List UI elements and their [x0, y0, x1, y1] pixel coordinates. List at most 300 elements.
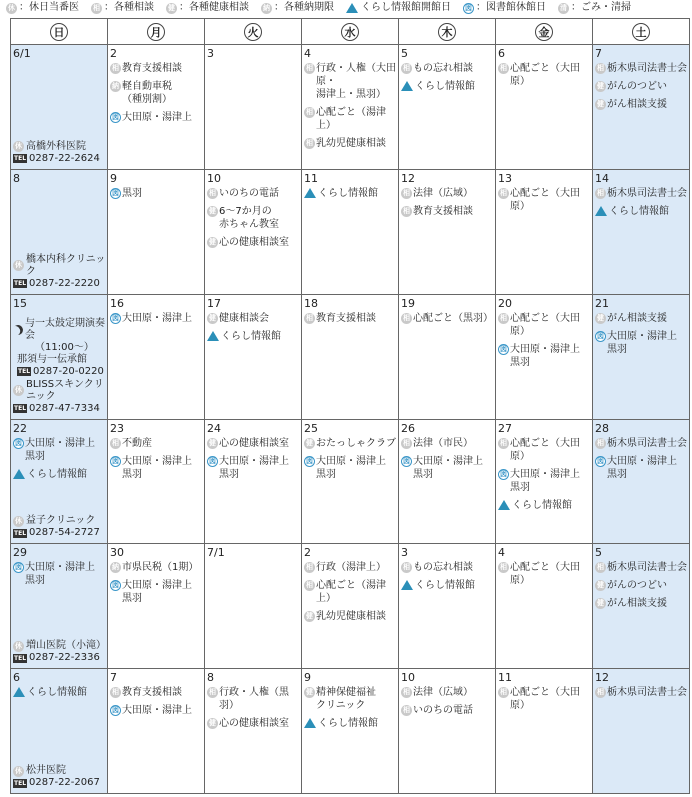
category-icon: 図 — [15, 563, 22, 572]
event-item — [304, 62, 398, 101]
day-number: 27 — [498, 421, 512, 435]
day-number: 4 — [498, 546, 505, 560]
legend-item — [6, 0, 79, 16]
event-item — [13, 468, 107, 481]
category-icon: 休 — [15, 516, 22, 525]
category-icon: 休 — [15, 386, 22, 394]
day-number: 22 — [13, 421, 27, 435]
event-label: くらし情報館 — [318, 187, 378, 199]
event-item — [110, 111, 204, 124]
event-label: 大田原・湯津上 — [122, 312, 192, 324]
event-item — [207, 236, 301, 249]
event-label: 心の健康相談室 — [219, 718, 289, 730]
event-item — [110, 437, 204, 450]
event-item — [304, 187, 398, 200]
category-icon: 健 — [597, 82, 604, 90]
category-icon: 相 — [500, 688, 507, 697]
event-item — [401, 579, 495, 592]
event-label: 法律（市民） — [413, 437, 473, 449]
day-cell — [496, 669, 593, 794]
weekday-header — [205, 19, 302, 45]
event-item — [595, 187, 689, 200]
category-icon: 相 — [597, 64, 604, 72]
special-title: 与一太鼓定期演奏会 — [25, 317, 105, 341]
day-number: 9 — [304, 671, 311, 685]
category-icon: 健 — [597, 313, 604, 322]
event-item — [401, 455, 495, 481]
event-item — [304, 686, 398, 712]
holiday-doctor — [13, 141, 100, 165]
event-item — [595, 312, 689, 325]
event-label: 教育支援相談 — [316, 312, 376, 324]
day-number: 19 — [401, 296, 415, 310]
event-label: くらし情報館 — [415, 81, 475, 92]
tel-icon: TEL — [14, 155, 27, 163]
legend-label: ：図書館休館日 — [476, 2, 546, 13]
category-icon: 相 — [209, 688, 216, 697]
category-icon: 相 — [500, 313, 507, 322]
day-cell — [11, 420, 108, 545]
weekday-label: 木 — [438, 23, 456, 41]
special-time: （11:00～） — [35, 341, 94, 353]
category-icon: 図 — [112, 313, 119, 322]
event-item — [401, 205, 495, 218]
event-item — [498, 343, 592, 369]
legend-item — [166, 0, 249, 16]
event-item — [498, 312, 592, 338]
event-item — [498, 686, 592, 712]
event-label: 軽自動車税 （種別割） — [122, 81, 172, 105]
day-cell — [399, 544, 496, 669]
event-item — [401, 312, 495, 325]
category-icon: 健 — [597, 581, 604, 590]
event-item — [595, 561, 689, 574]
event-item — [304, 106, 398, 132]
event-label: 栃木県司法書士会 — [607, 437, 687, 449]
event-label: 黒羽 — [122, 187, 142, 199]
weekday-header — [11, 19, 108, 45]
day-cell — [302, 45, 399, 170]
day-number: 20 — [498, 296, 512, 310]
category-icon: 健 — [306, 612, 313, 621]
day-number: 9 — [110, 171, 117, 185]
day-cell — [399, 45, 496, 170]
event-label: がんのつどい — [607, 580, 667, 592]
weekday-label: 月 — [147, 23, 165, 41]
house-icon — [346, 3, 358, 13]
event-label: 教育支援相談 — [122, 63, 182, 74]
event-label: 市県民税（1期） — [122, 562, 199, 574]
day-number: 10 — [401, 671, 415, 685]
day-cell — [205, 45, 302, 170]
category-icon: 清 — [560, 3, 567, 12]
tel-icon: TEL — [14, 654, 27, 662]
day-number: 7 — [110, 671, 117, 685]
event-label: 法律（広域） — [413, 687, 473, 699]
day-cell — [496, 544, 593, 669]
event-label: くらし情報館 — [609, 205, 669, 217]
event-item — [595, 597, 689, 610]
event-item — [207, 437, 301, 450]
event-label: 栃木県司法書士会 — [607, 187, 687, 199]
event-label: 行政（湯津上） — [316, 562, 386, 574]
special-event — [13, 318, 107, 378]
category-icon: 休 — [15, 142, 22, 151]
doctor-phone: 0287-54-2727 — [29, 527, 100, 539]
day-cell — [593, 420, 690, 545]
holiday-doctor — [13, 765, 100, 789]
event-label: くらし情報館 — [221, 330, 281, 342]
category-icon: 相 — [209, 188, 216, 197]
event-label: 栃木県司法書士会 — [607, 562, 687, 574]
category-icon: 健 — [597, 599, 604, 608]
category-icon: 図 — [112, 581, 119, 590]
category-icon: 図 — [465, 3, 472, 12]
event-item — [304, 610, 398, 623]
doctor-name: 益子クリニック — [26, 515, 96, 527]
event-label: くらし情報館 — [27, 687, 87, 699]
category-icon: 相 — [597, 563, 604, 572]
day-number: 16 — [110, 296, 124, 310]
category-icon: 図 — [15, 438, 22, 447]
event-label: 乳幼児健康相談 — [316, 611, 386, 623]
category-icon: 相 — [112, 64, 119, 72]
event-label: 心配ごと（黒羽） — [413, 312, 493, 324]
doctor-phone: 0287-22-2624 — [29, 152, 100, 164]
special-place: 那須与一伝承館 — [17, 353, 87, 365]
category-icon: 相 — [306, 581, 313, 590]
event-label: くらし情報館 — [415, 580, 475, 592]
day-number: 13 — [498, 171, 512, 185]
event-label: 法律（広域） — [413, 187, 473, 199]
event-label: もの忘れ相談 — [413, 562, 473, 574]
event-label: 教育支援相談 — [413, 205, 473, 217]
event-item — [13, 686, 107, 699]
category-icon: 健 — [306, 438, 313, 447]
tel-icon: TEL — [14, 529, 27, 537]
event-label: 心配ごと（大田原） — [510, 63, 580, 87]
day-number: 30 — [110, 546, 124, 560]
event-label: 教育支援相談 — [122, 687, 182, 699]
category-icon: 健 — [168, 3, 175, 12]
category-icon: 納 — [112, 82, 119, 90]
day-cell — [496, 420, 593, 545]
event-label: 心配ごと（大田原） — [510, 437, 580, 462]
event-label: 栃木県司法書士会 — [607, 63, 687, 74]
event-label: 心配ごと（大田原） — [510, 687, 580, 712]
day-cell — [11, 669, 108, 794]
day-number: 6/1 — [13, 47, 31, 60]
category-icon: 図 — [209, 456, 216, 465]
event-label: いのちの電話 — [413, 705, 473, 717]
event-item — [304, 717, 398, 730]
event-label: 不動産 — [122, 437, 152, 449]
day-number: 21 — [595, 296, 609, 310]
category-icon: 健 — [209, 313, 216, 322]
day-number: 6 — [498, 47, 505, 60]
day-cell — [593, 669, 690, 794]
event-item — [110, 187, 204, 200]
category-icon: 相 — [403, 313, 410, 322]
category-icon: 相 — [403, 688, 410, 697]
event-label: 大田原・湯津上 黒羽 — [316, 455, 386, 480]
category-icon: 相 — [403, 188, 410, 197]
day-number: 8 — [13, 171, 20, 185]
house-icon — [304, 718, 316, 728]
day-cell — [205, 295, 302, 420]
event-item — [401, 686, 495, 699]
day-cell — [205, 420, 302, 545]
category-icon: 相 — [112, 438, 119, 447]
day-cell — [496, 45, 593, 170]
event-item — [595, 330, 689, 356]
category-icon: 相 — [500, 64, 507, 72]
day-cell — [108, 669, 205, 794]
category-icon: 相 — [403, 563, 410, 572]
event-label: がん相談支援 — [607, 312, 667, 324]
holiday-doctor — [13, 515, 100, 539]
category-icon: 健 — [209, 237, 216, 246]
holiday-doctor — [13, 640, 106, 664]
day-cell — [205, 544, 302, 669]
day-number: 25 — [304, 421, 318, 435]
event-item — [304, 455, 398, 481]
legend-item — [91, 0, 154, 16]
tel-icon: TEL — [14, 280, 27, 288]
category-icon: 健 — [209, 719, 216, 728]
weekday-label: 日 — [50, 23, 68, 41]
house-icon — [304, 188, 316, 198]
day-number: 12 — [595, 671, 609, 685]
day-number: 12 — [401, 171, 415, 185]
day-number: 29 — [13, 546, 27, 560]
event-label: 大田原・湯津上 — [122, 705, 192, 717]
category-icon: 相 — [403, 706, 410, 715]
day-cell — [302, 420, 399, 545]
category-icon: 相 — [306, 563, 313, 572]
event-item — [498, 437, 592, 463]
day-number: 23 — [110, 421, 124, 435]
category-icon: 相 — [500, 438, 507, 447]
event-label: 大田原・湯津上 黒羽 — [510, 468, 580, 493]
event-label: 大田原・湯津上 黒羽 — [607, 330, 677, 355]
day-cell — [399, 170, 496, 295]
event-item — [595, 686, 689, 699]
day-cell — [205, 170, 302, 295]
house-icon — [595, 206, 607, 216]
category-icon: 納 — [112, 563, 119, 572]
event-item — [207, 205, 301, 231]
day-number: 10 — [207, 171, 221, 185]
taiko-icon — [12, 323, 25, 336]
special-phone: 0287-20-0220 — [33, 365, 104, 377]
day-cell — [108, 295, 205, 420]
house-icon — [13, 469, 25, 479]
event-item — [207, 686, 301, 712]
house-icon — [207, 331, 219, 341]
event-label: 健康相談会 — [219, 312, 269, 324]
day-number: 18 — [304, 296, 318, 310]
legend-label: ：各種健康相談 — [179, 2, 249, 13]
category-icon: 休 — [8, 3, 15, 12]
day-number: 17 — [207, 296, 221, 310]
event-item — [595, 455, 689, 481]
event-label: 心配ごと（大田原） — [510, 312, 580, 337]
category-icon: 相 — [306, 64, 313, 72]
category-icon: 相 — [112, 688, 119, 697]
weekday-label: 土 — [632, 23, 650, 41]
event-item — [595, 579, 689, 592]
event-item — [207, 330, 301, 343]
legend-label: ：休日当番医 — [19, 2, 79, 13]
day-number: 8 — [207, 671, 214, 685]
day-cell — [108, 420, 205, 545]
day-number: 5 — [595, 546, 602, 560]
category-icon: 相 — [500, 563, 507, 572]
event-item — [207, 312, 301, 325]
event-item — [110, 704, 204, 717]
category-icon: 図 — [597, 456, 604, 465]
event-item — [498, 499, 592, 512]
event-item — [110, 561, 204, 574]
category-icon: 図 — [112, 188, 119, 197]
day-cell — [205, 669, 302, 794]
event-item — [110, 62, 204, 75]
category-icon: 図 — [112, 706, 119, 715]
weekday-label: 火 — [244, 23, 262, 41]
day-number: 4 — [304, 47, 311, 60]
event-item — [401, 704, 495, 717]
day-number: 2 — [110, 47, 117, 60]
legend-item — [558, 0, 631, 16]
doctor-name: 高橋外科医院 — [26, 140, 86, 152]
legend-label: くらし情報館開館日 — [361, 2, 451, 13]
legend-item — [463, 0, 546, 16]
day-number: 11 — [498, 671, 512, 685]
category-icon: 相 — [597, 438, 604, 447]
category-icon: 図 — [403, 456, 410, 465]
event-label: 大田原・湯津上 黒羽 — [607, 455, 677, 480]
day-cell — [11, 170, 108, 295]
event-label: くらし情報館 — [318, 718, 378, 730]
day-cell — [108, 45, 205, 170]
category-icon: 図 — [500, 344, 507, 353]
day-number: 7 — [595, 47, 602, 60]
doctor-name: BLISSスキンクリニック — [26, 378, 104, 402]
event-label: もの忘れ相談 — [413, 63, 473, 74]
event-item — [110, 80, 204, 106]
category-icon: 相 — [500, 188, 507, 197]
weekday-header — [302, 19, 399, 45]
event-item — [595, 80, 689, 93]
event-label: 精神保健福祉 クリニック — [316, 687, 376, 712]
day-number: 6 — [13, 671, 20, 685]
event-label: 心の健康相談室 — [219, 236, 289, 248]
weekday-header — [399, 19, 496, 45]
day-number: 26 — [401, 421, 415, 435]
doctor-phone: 0287-22-2067 — [29, 777, 100, 788]
day-cell — [593, 544, 690, 669]
day-cell — [108, 170, 205, 295]
day-cell — [593, 170, 690, 295]
day-cell — [302, 170, 399, 295]
category-icon: 相 — [93, 3, 100, 12]
event-item — [304, 579, 398, 605]
day-number: 24 — [207, 421, 221, 435]
tel-icon: TEL — [14, 405, 27, 412]
event-label: 大田原・湯津上 — [122, 112, 192, 123]
day-number: 28 — [595, 421, 609, 435]
category-icon: 休 — [15, 766, 22, 775]
event-item — [401, 187, 495, 200]
weekday-label: 水 — [341, 23, 359, 41]
event-label: 大田原・湯津上 黒羽 — [25, 437, 95, 462]
tel-icon: TEL — [14, 779, 27, 787]
legend-item — [346, 0, 451, 16]
day-cell — [399, 420, 496, 545]
weekday-label: 金 — [535, 23, 553, 41]
day-number: 3 — [401, 546, 408, 560]
event-item — [110, 455, 204, 481]
event-item — [304, 312, 398, 325]
event-item — [304, 561, 398, 574]
event-label: 心の健康相談室 — [219, 437, 289, 449]
event-label: 大田原・湯津上 黒羽 — [122, 455, 192, 480]
event-label: がん相談支援 — [607, 99, 667, 110]
house-icon — [401, 81, 413, 91]
event-label: おたっしゃクラブ — [316, 437, 396, 449]
holiday-doctor — [13, 379, 107, 415]
day-cell — [496, 295, 593, 420]
event-label: 栃木県司法書士会 — [607, 687, 687, 699]
category-icon: 相 — [403, 438, 410, 447]
event-item — [595, 437, 689, 450]
event-item — [207, 187, 301, 200]
weekday-header — [108, 19, 205, 45]
event-label: がん相談支援 — [607, 598, 667, 610]
doctor-name: 増山医院（小滝） — [26, 640, 106, 652]
event-label: 大田原・湯津上 黒羽 — [122, 580, 192, 605]
category-icon: 健 — [597, 100, 604, 108]
house-icon — [401, 580, 413, 590]
day-number: 15 — [13, 296, 27, 310]
day-cell — [399, 295, 496, 420]
event-label: 大田原・湯津上 黒羽 — [219, 455, 289, 480]
event-label: 行政・人権（黒羽） — [219, 687, 289, 712]
day-cell — [11, 544, 108, 669]
event-item — [13, 561, 107, 587]
calendar-grid — [10, 18, 690, 794]
event-label: 6～7か月の 赤ちゃん教室 — [219, 205, 279, 230]
category-icon: 図 — [597, 331, 604, 340]
day-number: 5 — [401, 47, 408, 60]
event-item — [401, 62, 495, 75]
house-icon — [498, 500, 510, 510]
house-icon — [13, 687, 25, 697]
event-label: くらし情報館 — [27, 468, 87, 480]
event-item — [498, 468, 592, 494]
event-item — [304, 437, 398, 450]
category-icon: 図 — [112, 456, 119, 465]
event-label: 心配ごと（大田原） — [510, 562, 580, 587]
category-icon: 図 — [500, 469, 507, 478]
day-number: 3 — [207, 47, 214, 60]
day-cell — [593, 295, 690, 420]
event-label: 行政・人権（大田原・ 湯津上・黒羽） — [316, 63, 396, 100]
day-cell — [11, 295, 108, 420]
category-icon: 健 — [209, 438, 216, 447]
doctor-phone: 0287-22-2336 — [29, 652, 100, 664]
